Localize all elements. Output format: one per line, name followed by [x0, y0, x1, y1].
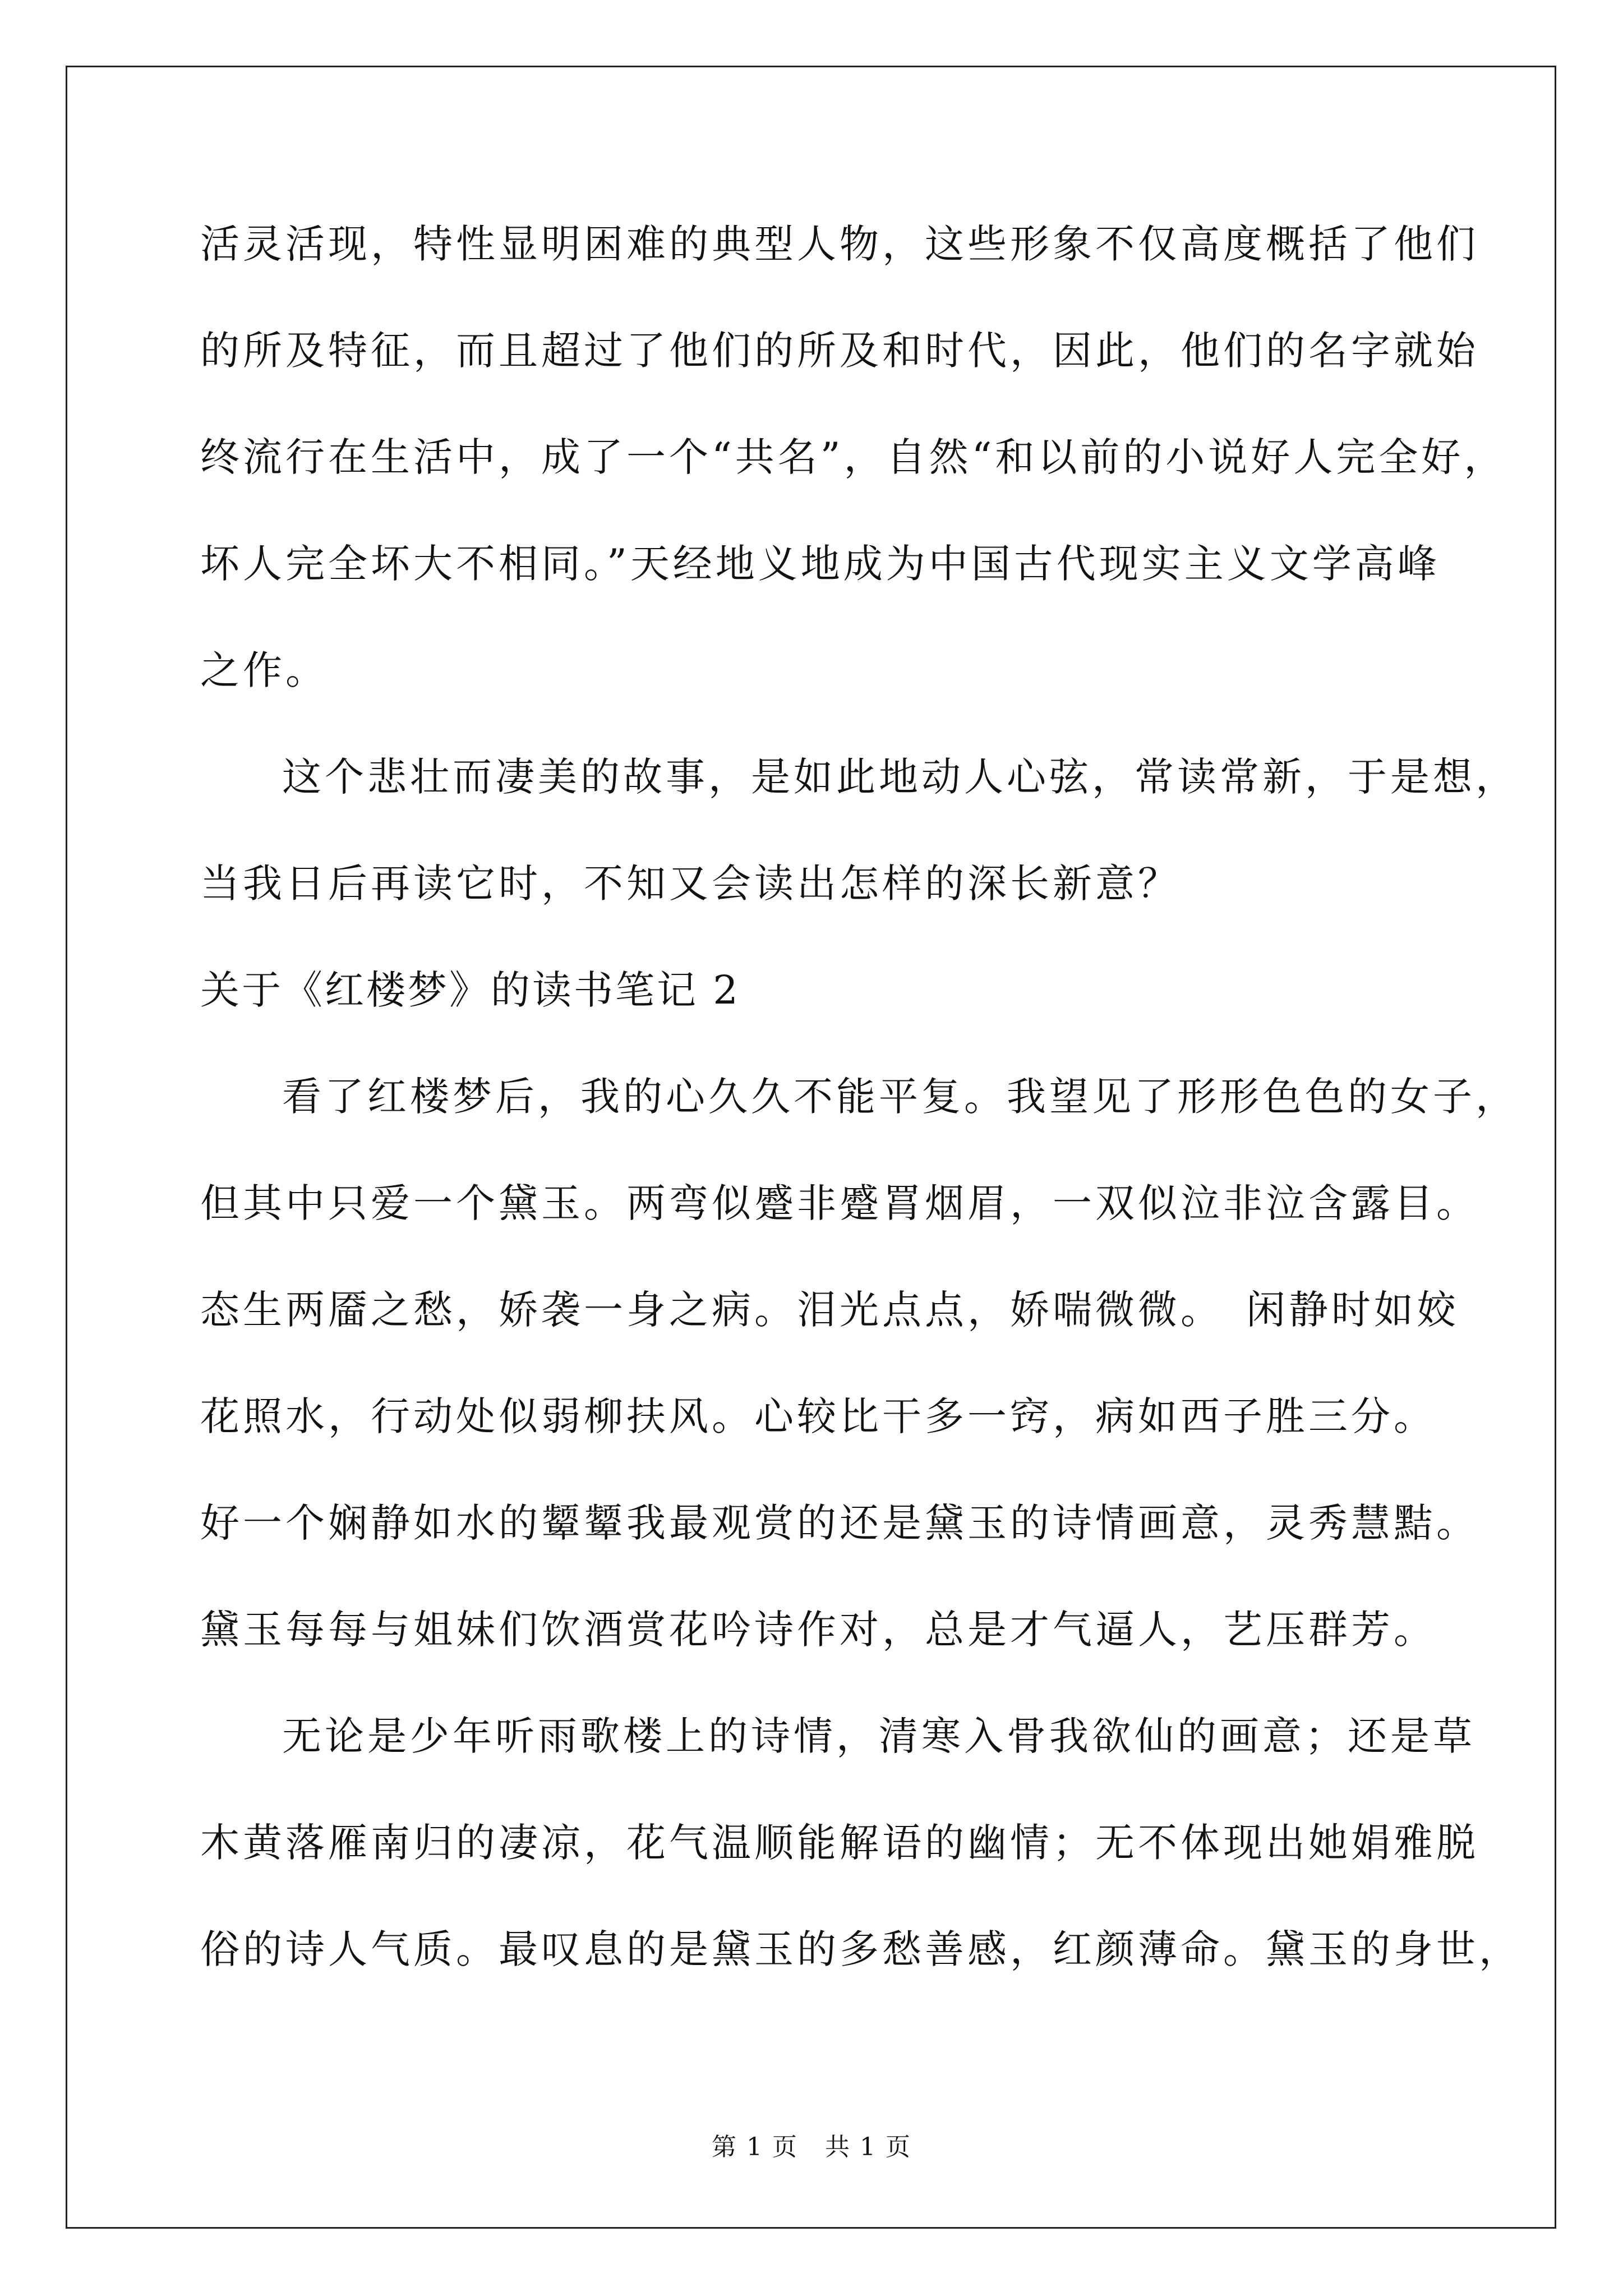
- text-line: 木黄落雁南归的凄凉，花气温顺能解语的幽情；无不体现出她娟雅脱: [200, 1820, 1479, 1866]
- text-line: 这个悲壮而凄美的故事，是如此地动人心弦，常读常新，于是想，: [282, 754, 1518, 800]
- text-line: 但其中只爱一个黛玉。两弯似蹙非蹙罥烟眉，一双似泣非泣含露目。: [200, 1180, 1479, 1226]
- text-line: 当我日后再读它时，不知又会读出怎样的深长新意？: [200, 861, 1181, 907]
- page-number: 第 1 页: [712, 2133, 798, 2161]
- text-line: 花照水，行动处似弱柳扶风。心较比干多一窍，病如西子胜三分。: [200, 1393, 1436, 1439]
- text-line: 坏人完全坏大不相同。”天经地义地成为中国古代现实主义文学高峰: [200, 541, 1440, 587]
- text-line: 俗的诗人气质。最叹息的是黛玉的多愁善感，红颜薄命。黛玉的身世，: [200, 1926, 1521, 1972]
- page-footer: [0, 2131, 1623, 2164]
- text-line: 活灵活现，特性显明困难的典型人物，这些形象不仅高度概括了他们: [200, 221, 1479, 267]
- text-line: 终流行在生活中，成了一个“共名”，自然“和以前的小说好人完全好，: [200, 434, 1507, 480]
- text-line: 看了红楼梦后，我的心久久不能平复。我望见了形形色色的女子，: [282, 1074, 1518, 1120]
- text-line: 黛玉每每与姐妹们饮酒赏花吟诗作对，总是才气逼人，艺压群芳。: [200, 1607, 1436, 1653]
- text-line: 之作。: [200, 647, 328, 693]
- text-line: 的所及特征，而且超过了他们的所及和时代，因此，他们的名字就始: [200, 328, 1479, 374]
- page-total: 共 1 页: [825, 2133, 911, 2161]
- text-line: 态生两靥之愁，娇袭一身之病。泪光点点，娇喘微微。 闲静时如姣: [200, 1287, 1459, 1333]
- document-body: [200, 213, 1521, 2025]
- text-line: 好一个娴静如水的颦颦我最观赏的还是黛玉的诗情画意，灵秀慧黠。: [200, 1500, 1479, 1546]
- section-heading: 关于《红楼梦》的读书笔记 2: [200, 967, 740, 1013]
- text-line: 无论是少年听雨歌楼上的诗情，清寒入骨我欲仙的画意；还是草: [282, 1713, 1476, 1759]
